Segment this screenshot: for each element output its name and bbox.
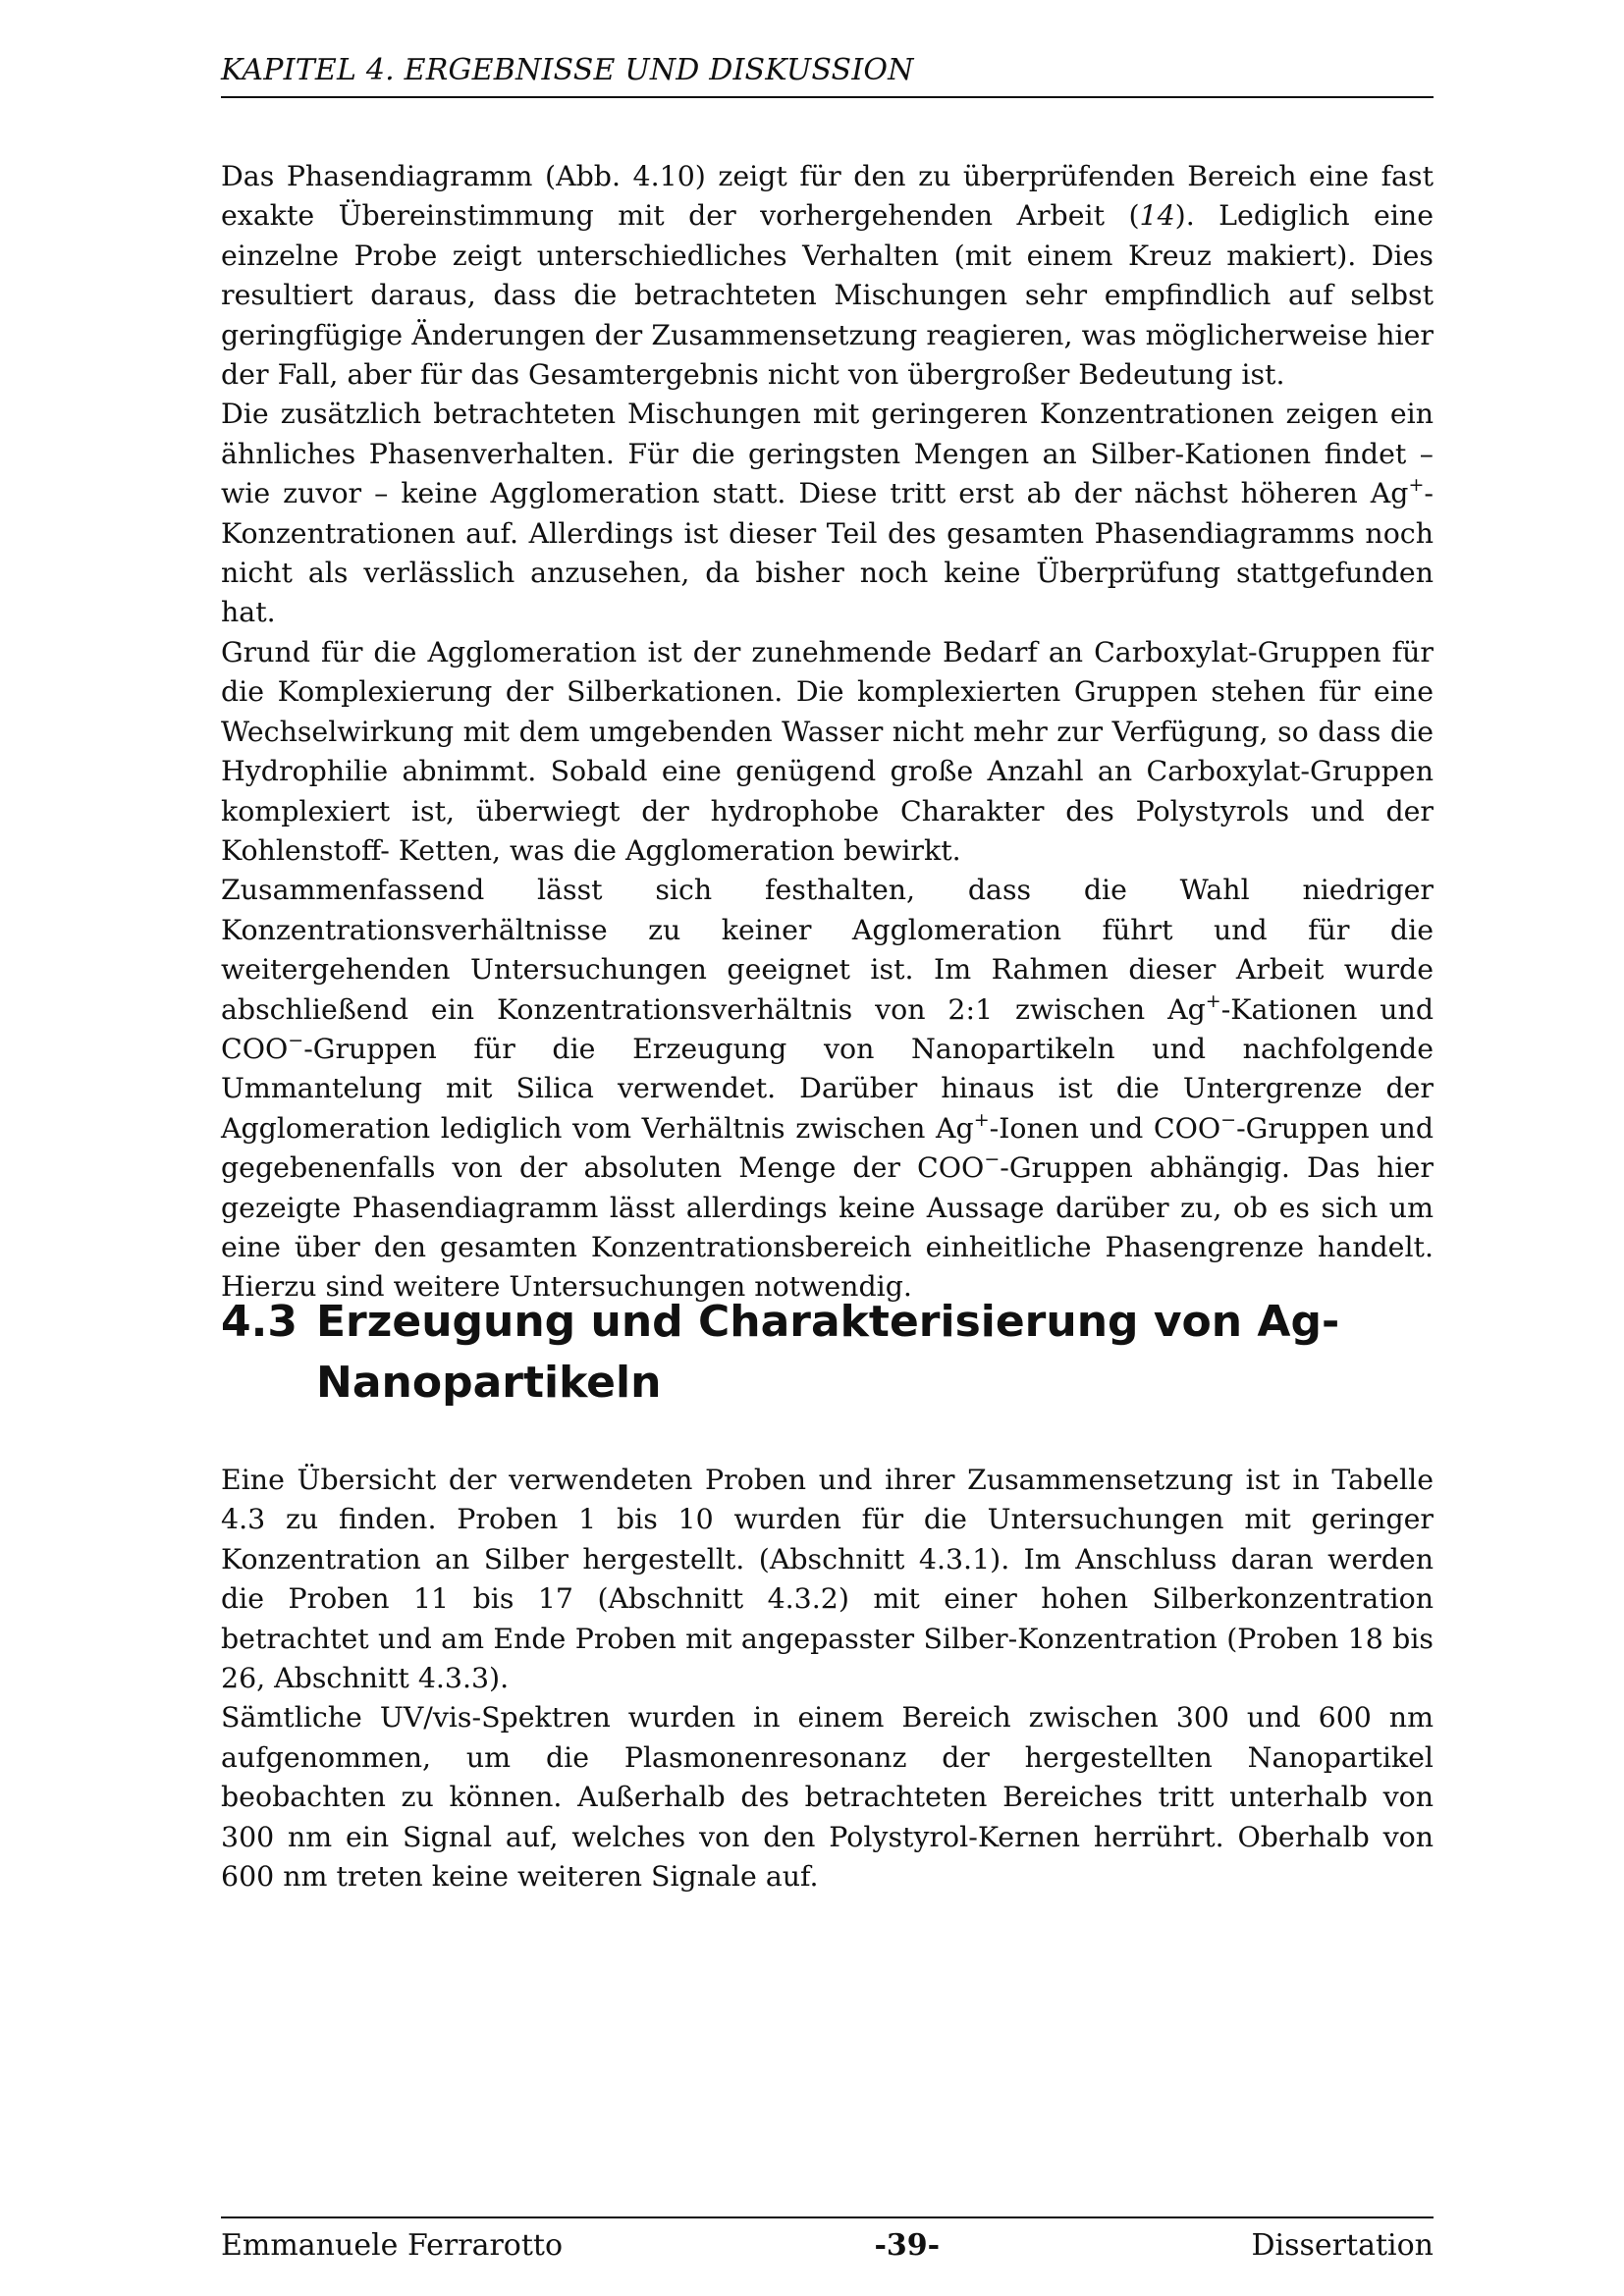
- paragraph-text: Die zusätzlich betrachteten Mischungen mit geringeren Konzentrationen zeigen ein ähnliches Phasenverhalten. Für die geringsten Mengen an Silber-Kationen findet – wie zuvor – keine Agglomeration statt. Diese tritt erst ab der nächst höheren Ag: [221, 398, 1434, 510]
- footer-author: Emmanuele Ferrarotto: [221, 2228, 564, 2263]
- paragraph-text: -Konzentrationen auf. Allerdings ist dieser Teil des gesamten Phasendiagramms noch nicht als verlässlich anzusehen, da bisher noch keine Überprüfung stattgefunden hat.: [221, 477, 1434, 629]
- paragraph-text: -Gruppen für die Erzeugung von Nanopartikeln und nachfolgende Ummantelung mit Silica verwendet. Darüber hinaus ist die Untergrenze der Agglomeration lediglich vom Verhältnis zwischen Ag: [221, 1032, 1434, 1145]
- discussion-text: [221, 157, 1434, 1308]
- section-heading: [221, 1292, 1434, 1414]
- superscript: +: [1408, 474, 1425, 497]
- paragraph-text: Das Phasendiagramm (Abb. 4.10) zeigt für den zu überprüfenden Bereich eine fast exakte Übereinstimmung mit der vorhergehenden Arbeit (: [221, 160, 1434, 233]
- page-footer: [221, 2216, 1434, 2264]
- section-number: 4.3: [221, 1297, 298, 1347]
- paragraph-agglomeration-cause: Grund für die Agglomeration ist der zunehmende Bedarf an Carboxylat-Gruppen für die Komplexierung der Silberkationen. Die komplexierten Gruppen stehen für eine Wechselwirkung mit dem umgebenden Wasser nicht mehr zur Verfügung, so dass die Hydrophilie abnimmt. Sobald eine genügend große Anzahl an Carboxylat-Gruppen komplexiert ist, überwiegt der hydrophobe Charakter des Polystyrols und der Kohlenstoff- Ketten, was die Agglomeration bewirkt.: [221, 635, 1434, 867]
- section-title: Erzeugung und Charakterisierung von Ag-Nanopartikeln: [316, 1297, 1340, 1408]
- paragraph-uv-vis-spectra: Sämtliche UV/vis-Spektren wurden in einem Bereich zwischen 300 und 600 nm aufgenommen, um die Plasmonenresonanz der hergestellten Nanopartikel beobachten zu können. Außerhalb des betrachteten Bereiches tritt unterhalb von 300 nm ein Signal auf, welches von den Polystyrol-Kernen herrührt. Oberhalb von 600 nm treten keine weiteren Signale auf.: [221, 1701, 1434, 1894]
- paragraph-text: -Kationen und COO: [221, 992, 1435, 1065]
- paragraph-sample-overview: Eine Übersicht der verwendeten Proben und ihrer Zusammensetzung ist in Tabelle 4.3 zu finden. Proben 1 bis 10 wurden für die Untersuchungen mit geringer Konzentration an Silber hergestellt. (Abschnitt 4.3.1). Im Anschluss daran werden die Proben 11 bis 17 (Abschnitt 4.3.2) mit einer hohen Silberkonzentration betrachtet und am Ende Proben mit angepasster Silber-Konzentration (Proben 18 bis 26, Abschnitt 4.3.3).: [221, 1464, 1434, 1695]
- footer-document-type: Dissertation: [1251, 2228, 1434, 2263]
- running-header: KAPITEL 4. ERGEBNISSE UND DISKUSSION: [221, 55, 1434, 98]
- superscript: +: [1205, 989, 1221, 1012]
- paragraph-phase-diagram: [221, 157, 1434, 395]
- superscript: −: [984, 1148, 1001, 1171]
- superscript: +: [973, 1108, 990, 1131]
- superscript: −: [1220, 1108, 1237, 1131]
- section-text: [221, 1461, 1434, 1896]
- paragraph-text: Zusammenfassend lässt sich festhalten, dass die Wahl niedriger Konzentrationsverhältnisse zu keiner Agglomeration führt und für die weitergehenden Untersuchungen geeignet ist. Im Rahmen dieser Arbeit wurde abschließend ein Konzentrationsverhältnis von 2:1 zwischen Ag: [221, 874, 1434, 1026]
- citation-reference: 14: [1139, 199, 1175, 233]
- paragraph-low-concentration: [221, 395, 1434, 632]
- paragraph-text: ). Lediglich eine einzelne Probe zeigt unterschiedliches Verhalten (mit einem Kreuz makiert). Dies resultiert daraus, dass die betrachteten Mischungen sehr empfindlich auf selbst geringfügige Änderungen der Zusammensetzung reagieren, was möglicherweise hier der Fall, aber für das Gesamtergebnis nicht von übergroßer Bedeutung ist.: [221, 199, 1434, 392]
- paragraph-text: -Gruppen und gegebenenfalls von der absoluten Menge der COO: [221, 1111, 1434, 1185]
- paragraph-text: -Gruppen abhängig. Das hier gezeigte Phasendiagramm lässt allerdings keine Aussage darüber zu, ob es sich um eine über den gesamten Konzentrationsbereich einheitliche Phasengrenze handelt. Hierzu sind weitere Untersuchungen notwendig.: [221, 1151, 1434, 1304]
- paragraph-summary: [221, 871, 1434, 1307]
- paragraph-text: -Ionen und COO: [989, 1111, 1221, 1145]
- page-number: -39-: [874, 2228, 941, 2263]
- document-page: [221, 0, 1434, 2296]
- superscript: −: [288, 1029, 304, 1051]
